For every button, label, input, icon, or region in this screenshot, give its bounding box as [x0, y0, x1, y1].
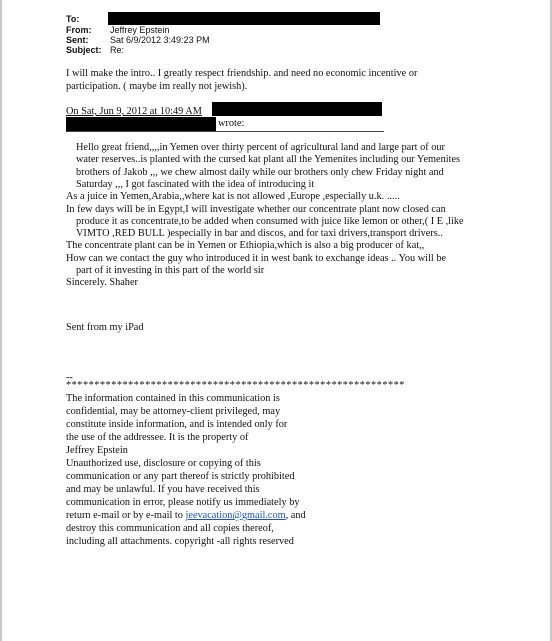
quoted-line: The concentrate plant can be in Yemen or Ethiopia,which is also a big producer of kat,,: [66, 240, 425, 252]
quote-divider: [66, 131, 384, 132]
quote-wrote: wrote:: [218, 118, 245, 129]
quote-date: On Sat, Jun 9, 2012 at 10:49 AM: [66, 106, 202, 117]
email-suffix: , and: [285, 510, 306, 521]
quoted-line: brothers of Jakob ,,, we chew almost daily while our brothers only chew Friday night and: [76, 166, 444, 178]
quoted-line: Saturday ,,, I got fascinated with the idea of introducing it: [76, 178, 315, 190]
star-divider: ************************************************************: [66, 380, 405, 391]
quoted-line: produce it as concentrate,to be added when consumed with juice like lemon or other,( I E ,like: [76, 215, 464, 227]
sent-value: Sat 6/9/2012 3:49:23 PM: [110, 35, 210, 45]
sent-label: Sent:: [66, 35, 89, 45]
disclaimer-line: including all attachments. copyright -all rights reserved: [66, 536, 294, 547]
quoted-line: Hello great friend,,,,in Yemen over thirty percent of agricultural land and large part of our: [76, 142, 445, 153]
disclaimer-line: the use of the addressee. It is the property of: [66, 432, 249, 443]
redaction-bar: [212, 102, 382, 116]
disclaimer-line: and may be unlawful. If you have received this: [66, 484, 260, 495]
disclaimer-line: communication or any part thereof is strictly prohibited: [66, 471, 295, 482]
to-row: [66, 14, 110, 24]
reply-line-2: participation. ( maybe im really not jewish).: [66, 81, 248, 92]
from-label: From:: [66, 25, 92, 35]
quoted-line: As a juice in Yemen,Arabia,,where kat is not allowed ,Europe ,especially u.k. .....: [66, 191, 400, 203]
quoted-line: Sincerely. Shaher: [66, 277, 138, 289]
quoted-line: In few days will be in Egypt,I will investigate whether our concentrate plant now closed can: [66, 203, 446, 215]
subject-value: Re:: [110, 45, 125, 55]
disclaimer-line: Unauthorized use, disclosure or copying of this: [66, 458, 261, 469]
from-row: [66, 25, 169, 35]
disclaimer-line: The information contained in this communication is: [66, 393, 280, 404]
to-label: To:: [66, 14, 80, 24]
disclaimer-line: confidential, may be attorney-client privileged, may: [66, 406, 281, 417]
reply-line-1: I will make the intro.. I greatly respect friendship. and need no economic incentive or: [66, 68, 418, 79]
quoted-line: VIMTO ,RED BULL )especially in bar and discos, and for taxi drivers,transport drivers..: [76, 228, 443, 240]
quoted-line: part of it investing in this part of the world sir: [76, 265, 265, 276]
disclaimer-line: Jeffrey Epstein: [66, 445, 128, 456]
disclaimer-email-line: [66, 510, 306, 522]
signature-dashes: --: [66, 372, 73, 383]
disclaimer-line: destroy this communication and all copies thereof,: [66, 523, 274, 534]
disclaimer-line: communication in error, please notify us immediately by: [66, 497, 300, 508]
subject-label: Subject:: [66, 45, 102, 55]
email-link[interactable]: jeevacation@gmail.com: [185, 510, 286, 521]
subject-row: [66, 45, 124, 55]
sent-row: [66, 35, 210, 45]
from-value: Jeffrey Epstein: [110, 25, 170, 35]
redaction-bar: [108, 12, 380, 25]
email-prefix: return e-mail or by e-mail to: [66, 510, 186, 521]
quoted-line: water reserves..is planted with the cursed kat plant all the Yemenites including our Yemenites: [76, 154, 461, 166]
sent-from: Sent from my iPad: [66, 322, 144, 333]
quoted-line: How can we contact the guy who introduced it in west bank to exchange ideas .. You will be: [66, 252, 447, 264]
disclaimer-line: constitute inside information, and is intended only for: [66, 419, 288, 430]
redaction-bar: [66, 117, 216, 131]
